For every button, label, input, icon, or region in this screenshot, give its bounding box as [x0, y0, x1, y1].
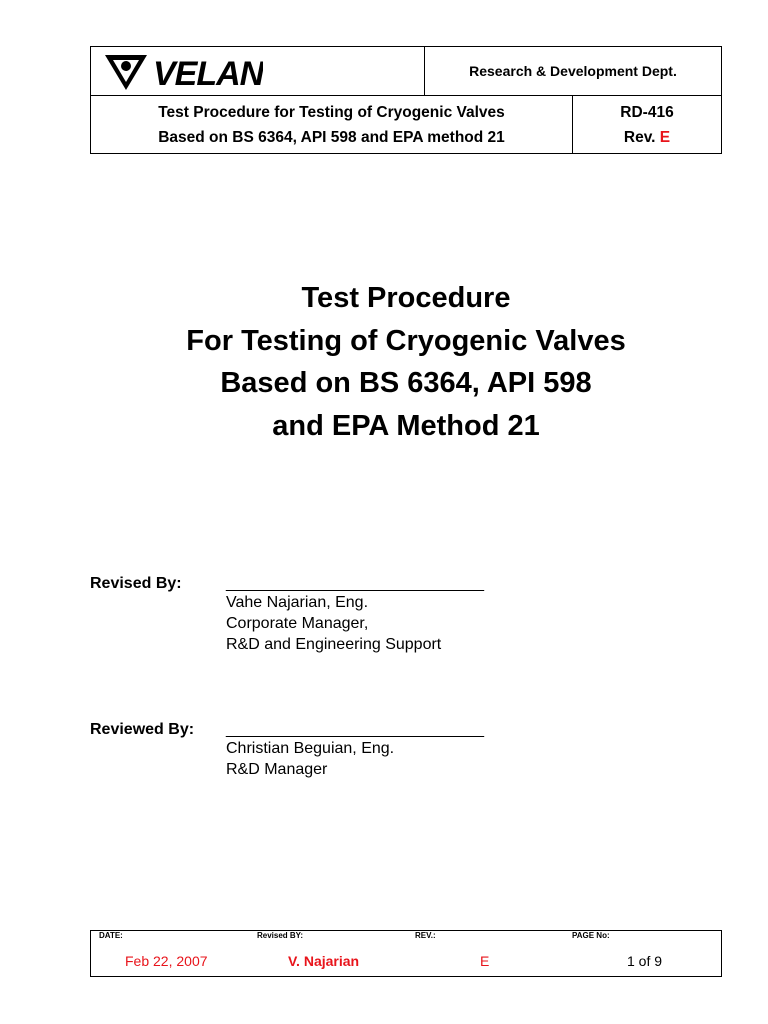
footer-page-value: 1 of 9 [627, 953, 663, 969]
department-label: Research & Development Dept. [469, 63, 677, 79]
footer-values [91, 953, 721, 973]
doc-number-cell [573, 96, 721, 153]
reviewed-by-label: Reviewed By: [90, 721, 195, 738]
footer-revised-header: Revised BY: [257, 931, 304, 940]
reviewed-by-signature-line: _____________________________ [226, 721, 485, 738]
logo-cell [91, 47, 425, 95]
header-table [90, 46, 722, 154]
main-title [90, 277, 722, 447]
revision [624, 125, 670, 150]
footer-headers [91, 931, 721, 943]
main-title-line-3: Based on BS 6364, API 598 [220, 367, 592, 399]
revised-by-details [226, 592, 441, 655]
footer-date-header: DATE: [99, 931, 123, 940]
revised-by-title: Corporate Manager, [226, 615, 369, 632]
reviewed-by-name: Christian Beguian, Eng. [226, 740, 395, 757]
revised-by-name: Vahe Najarian, Eng. [226, 594, 369, 611]
footer-rev-header: REV.: [415, 931, 436, 940]
footer-revised-value: V. Najarian [288, 953, 360, 969]
header-row-bottom [91, 96, 721, 153]
doc-title-line-1: Test Procedure for Testing of Cryogenic Valves [158, 103, 505, 121]
main-title-line-2: For Testing of Cryogenic Valves [186, 324, 626, 357]
revised-by-signature-line: _____________________________ [226, 575, 485, 592]
main-title-line-4: and EPA Method 21 [272, 409, 540, 442]
revised-by-department: R&D and Engineering Support [226, 636, 442, 653]
revision-label: Rev. [623, 128, 656, 146]
revised-by-label: Revised By: [90, 575, 182, 592]
header-row-top [91, 47, 721, 96]
footer-table [90, 930, 722, 977]
velan-logo [103, 52, 263, 92]
revision-value: E [659, 128, 671, 146]
logo-text: VELAN [153, 55, 263, 92]
reviewed-by-details [226, 738, 394, 780]
reviewed-by-title: R&D Manager [226, 761, 328, 778]
footer-page-header: PAGE No: [572, 931, 610, 940]
doc-number: RD-416 [620, 103, 674, 121]
main-title-line-1: Test Procedure [301, 282, 511, 314]
doc-title-line-2: Based on BS 6364, API 598 and EPA method 21 [158, 128, 505, 146]
footer-date-value: Feb 22, 2007 [125, 953, 208, 969]
doc-title-cell [91, 96, 573, 153]
footer-rev-value: E [480, 953, 490, 969]
